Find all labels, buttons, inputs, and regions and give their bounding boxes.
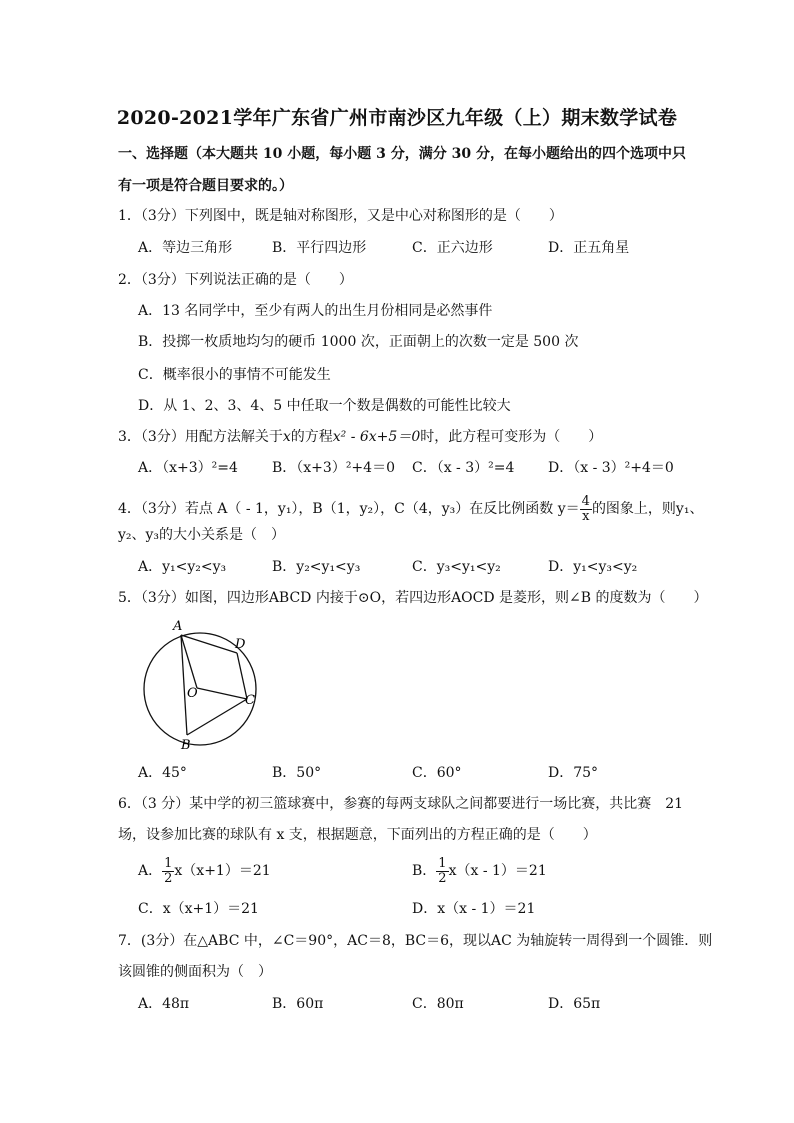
segment-ad: [181, 635, 237, 653]
q6-option-c: C．x（x+1）＝21: [138, 901, 259, 917]
q6-stem-line1: 6．（3 分）某中学的初三篮球赛中，参赛的每两支球队之间都要进行一场比赛，共比赛 21: [118, 796, 684, 812]
q6-option-b-fraction: [436, 857, 448, 886]
q6-option-a-rest: x（x+1）＝21: [174, 863, 271, 879]
q4-stem: [118, 491, 703, 527]
q3-stem-c: 时，此方程可变形为（ ）: [420, 429, 603, 445]
q4-fraction: [580, 495, 592, 524]
q7-option-a: A．48π: [138, 996, 190, 1012]
section-header-line1: 一、选择题（本大题共 10 小题，每小题 3 分，满分 30 分，在每小题给出的四个选项中只: [118, 146, 686, 162]
q7-option-d: D．65π: [548, 996, 601, 1012]
q6-stem-line2: 场，设参加比赛的球队有 x 支，根据题意，下面列出的方程正确的是（ ）: [118, 827, 597, 843]
q6-option-a-prefix: A．: [138, 863, 163, 879]
q4-option-a: A．y₁<y₂<y₃: [138, 559, 227, 575]
q3-stem-x: x: [282, 429, 291, 445]
q1-option-d: D．正五角星: [548, 240, 630, 256]
q3-stem-a: 3．（3分）用配方法解关于: [118, 429, 283, 445]
label-b: B: [181, 738, 191, 753]
q6-b-denominator: 2: [438, 870, 447, 886]
q7-option-c: C．80π: [412, 996, 464, 1012]
q2-stem: 2．（3分）下列说法正确的是（ ）: [118, 272, 353, 288]
q6-option-b: [412, 853, 547, 889]
q3-stem-b: 的方程: [290, 429, 333, 445]
page-title: 2020-2021学年广东省广州市南沙区九年级（上）期末数学试卷: [116, 107, 678, 129]
q3-option-c: C．（x - 3）²=4: [412, 460, 515, 476]
q3-option-a: A．（x+3）²=4: [138, 460, 238, 476]
q4-stem-line2: y₂、y₃的大小关系是（ ）: [118, 527, 286, 543]
q4-stem-b: 的图象上，则y₁、: [591, 501, 704, 517]
q2-option-d: D．从 1、2、3、4、5 中任取一个数是偶数的可能性比较大: [138, 398, 511, 414]
q1-option-a: A．等边三角形: [138, 240, 233, 256]
section-header-line2: 有一项是符合题目要求的。）: [118, 178, 293, 194]
q4-stem-a: 4．（3分）若点 A（ - 1，y₁），B（1，y₂），C（4，y₃）在反比例函数 y＝: [118, 501, 580, 517]
q7-stem-line1: 7．(3分）在△ABC 中，∠C＝90°，AC＝8，BC＝6，现以AC 为轴旋转一周得到一个圆锥．则: [118, 933, 713, 949]
q4-fraction-numerator: 4: [581, 493, 590, 509]
q4-option-d: D．y₁<y₃<y₂: [548, 559, 638, 575]
q4-fraction-denominator: x: [582, 508, 590, 524]
q5-circle-figure: [135, 615, 270, 755]
q3-option-d: D．（x - 3）²+4＝0: [548, 460, 674, 476]
segment-oc: [197, 688, 247, 699]
q6-option-a: [138, 853, 271, 889]
label-a: A: [173, 619, 183, 634]
q5-option-a: A．45°: [138, 765, 187, 781]
q4-option-c: C．y₃<y₁<y₂: [412, 559, 501, 575]
q5-option-b: B．50°: [272, 765, 322, 781]
q2-option-b: B．投掷一枚质地均匀的硬币 1000 次，正面朝上的次数一定是 500 次: [138, 334, 579, 350]
q6-option-a-fraction: [162, 857, 174, 886]
label-d: D: [235, 637, 246, 652]
q7-option-b: B．60π: [272, 996, 324, 1012]
q5-option-c: C．60°: [412, 765, 462, 781]
q2-option-c: C．概率很小的事情不可能发生: [138, 367, 331, 383]
q3-equation: x² - 6x+5＝0: [332, 429, 421, 445]
q1-option-c: C．正六边形: [412, 240, 493, 256]
label-c: C: [245, 693, 255, 708]
q7-stem-line2: 该圆锥的侧面积为（ ）: [118, 964, 272, 980]
q6-option-b-prefix: B．: [412, 863, 437, 879]
q3-option-b: B．（x+3）²+4＝0: [272, 460, 395, 476]
q6-option-b-rest: x（x - 1）＝21: [448, 863, 547, 879]
q3-stem: [118, 428, 602, 446]
label-o: O: [187, 686, 198, 701]
q6-option-d: D．x（x - 1）＝21: [412, 901, 536, 917]
q5-option-d: D．75°: [548, 765, 599, 781]
q1-stem: 1．（3分）下列图中，既是轴对称图形，又是中心对称图形的是（ ）: [118, 208, 563, 224]
q6-a-denominator: 2: [164, 870, 173, 886]
q6-a-numerator: 1: [164, 855, 173, 871]
q1-option-b: B．平行四边形: [272, 240, 367, 256]
q4-option-b: B．y₂<y₁<y₃: [272, 559, 361, 575]
q2-option-a: A．13 名同学中，至少有两人的出生月份相同是必然事件: [138, 303, 493, 319]
q5-stem: 5．（3分）如图，四边形ABCD 内接于⊙O，若四边形AOCD 是菱形，则∠B 的度数为（ ）: [118, 590, 708, 606]
q6-b-numerator: 1: [438, 855, 447, 871]
